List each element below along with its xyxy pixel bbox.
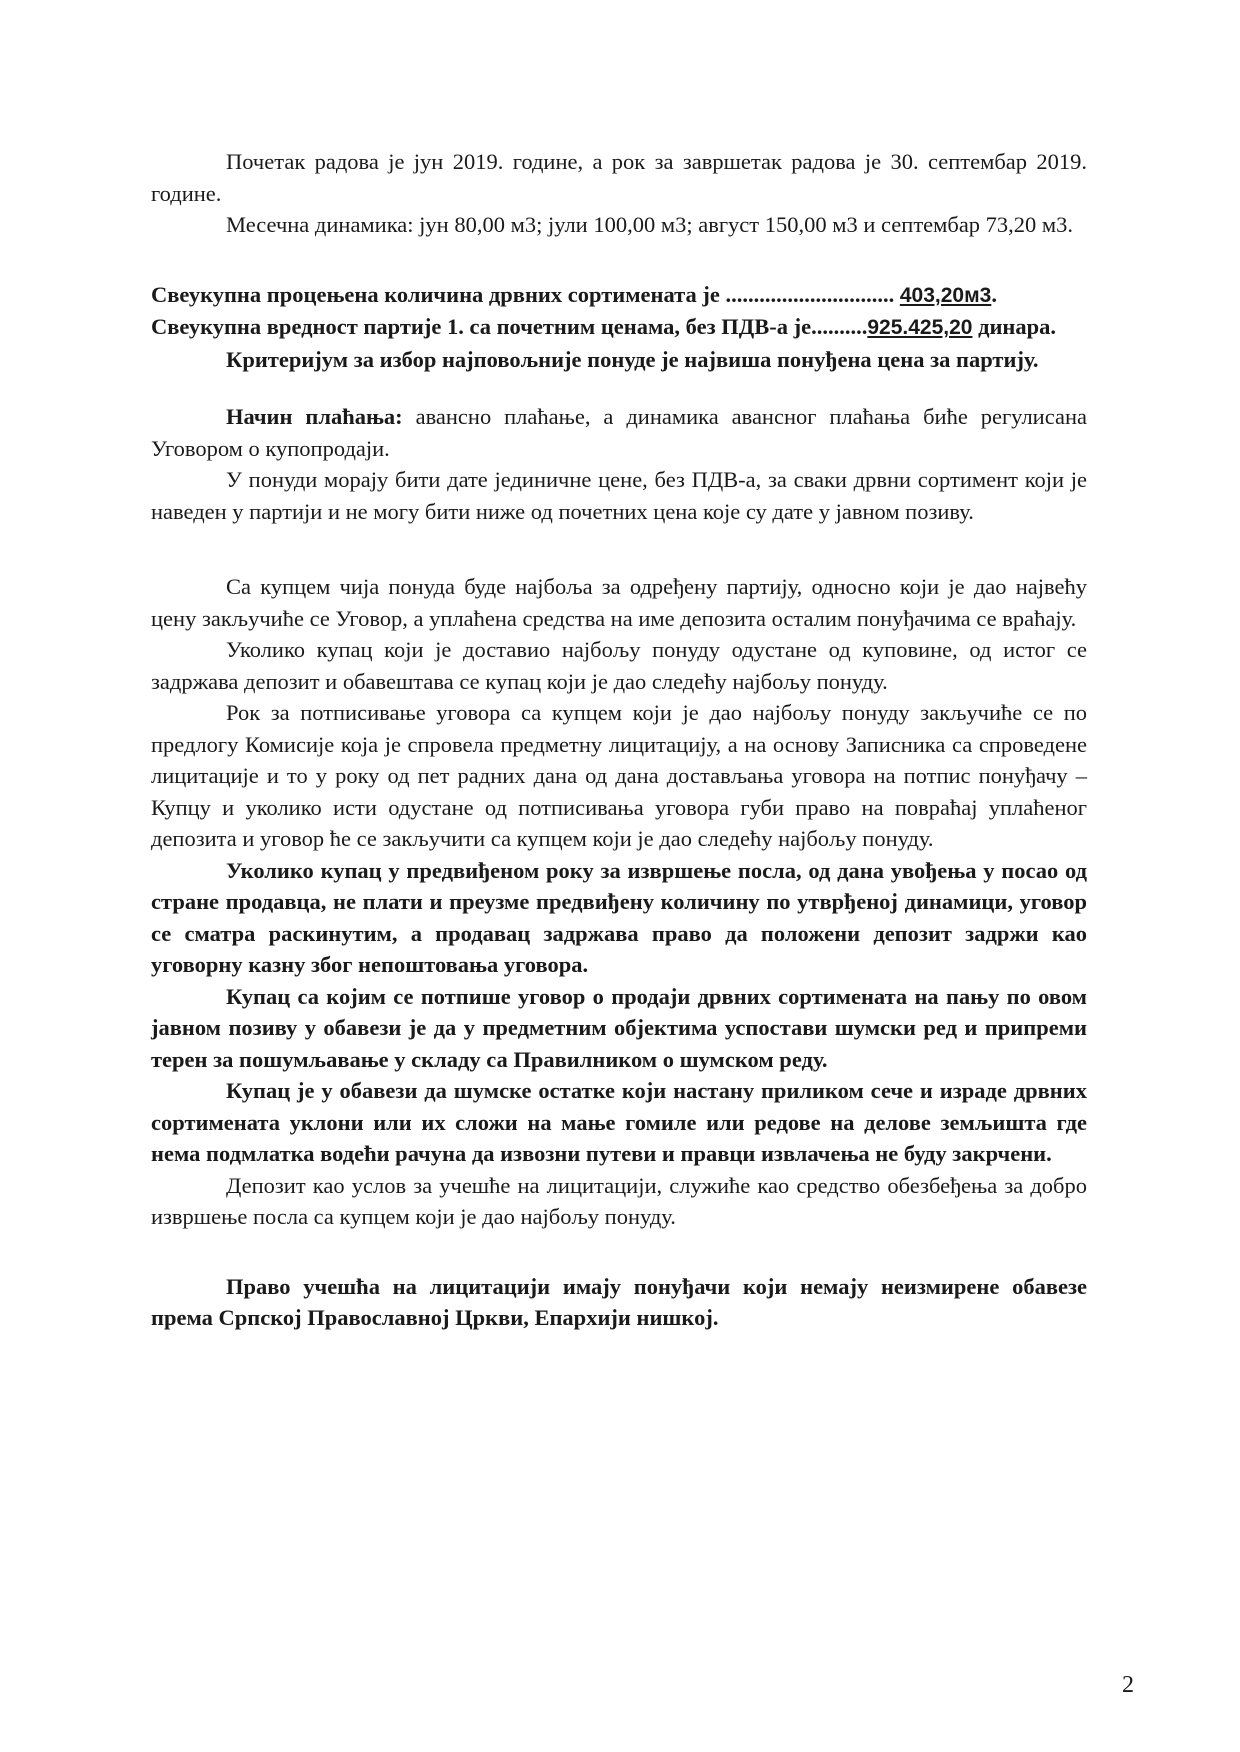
payment-method-label: Начин плаћања: (226, 404, 403, 429)
paragraph-best-offer-contract: Са купцем чија понуда буде најбоља за одређену партију, односно који је дао највећу цену закључиће се Уговор, а уплаћена средства на име депозита осталим понуђачима се враћају. (151, 574, 1087, 631)
paragraph-total-value (151, 311, 1087, 344)
paragraph-payment-method (151, 401, 1087, 464)
total-value-currency: динара. (978, 314, 1057, 339)
paragraph-contract-termination: Уколико купац у предвиђеном року за извршење посла, од дана увођења у посао од стране продавца, не плати и преузме предвиђену количину по утврђеној динамици, уговор се сматра раскинутим, а продавац задржава право да положени депозит задржи као уговорну казну због непоштовања уговора. (151, 857, 1087, 977)
paragraph-forest-residues: Купац је у обавези да шумске остатке који настану приликом сече и израде дрвних сортимената уклони или их сложи на мање гомиле или редове на делове земљишта где нема подмлатка водећи рачуна да извозни путеви и правци извлачења не буду закрчени. (151, 1078, 1087, 1166)
paragraph-monthly-dynamics: Месечна динамика: јун 80,00 м3; јули 100,00 м3; август 150,00 м3 и септембар 73,20 м3. (226, 212, 1074, 237)
paragraph-deposit-guarantee: Депозит као услов за учешће на лицитацији, служиће као средство обезбеђења за добро извршење посла са купцем који је дао најбољу понуду. (151, 1172, 1087, 1229)
paragraph-forest-order: Купац са којим се потпише уговор о продаји дрвних сортимената на пању по овом јавном позиву у обавези је да у предметним објектима успостави шумски ред и припреми терен за пошумљавање у складу са Правилником о шумском реду. (151, 983, 1087, 1072)
paragraph-selection-criterion: Критеријум за избор најповољније понуде је највиша понуђена цена за партију. (226, 346, 1039, 372)
total-quantity-value: 403,20м3 (899, 283, 992, 307)
paragraph-total-quantity: Свеукупна процењена количина дрвних сортимената је .............................. 403,20м3. (151, 281, 997, 307)
document-body (151, 146, 1087, 1334)
paragraph-work-period: Почетак радова је јун 2019. године, а рок за завршетак радова је 30. септембар 2019. године. (151, 149, 1087, 206)
total-value-label: Свеукупна вредност партије 1. са почетним ценама, без ПДВ-а је.......... (151, 314, 868, 339)
paragraph-unit-prices: У понуди морају бити дате јединичне цене, без ПДВ-а, за сваки дрвни сортимент који је наведен у партији и не могу бити ниже од почетних цена које су дате у јавном позиву. (151, 467, 1087, 524)
paragraph-buyer-withdrawal: Уколико купац који је доставио најбољу понуду одустане од куповине, од истог се задржава депозит и обавештава се купац који је дао следећу најбољу понуду. (151, 637, 1087, 694)
paragraph-participation-right: Право учешћа на лицитацији имају понуђачи који немају неизмирене обавезе према Српској Православној Цркви, Епархији нишкој. (151, 1273, 1087, 1330)
paragraph-signing-deadline: Рок за потписивање уговора са купцем који је дао најбољу понуду закључиће се по предлогу Комисије која је спровела предметну лицитацију, а на основу Записника са спроведене лицитације и то у року од пет радних дана од дана достављања уговора на потпис понуђачу – Купцу и уколико исти одустане од потписивања уговора губи право на повраћај уплаћеног депозита и уговор ће се закључити са купцем који је дао следећу најбољу понуду. (151, 700, 1087, 851)
page-number: 2 (1122, 1672, 1134, 1698)
total-value-amount: 925.425,20 (867, 316, 973, 339)
payment-method-text: авансно плаћање, а динамика авансног плаћања биће регулисана Уговором о купопродаји. (151, 404, 1087, 461)
total-quantity-label: Свеукупна процењена количина дрвних сортимената је .............................. (151, 281, 895, 307)
